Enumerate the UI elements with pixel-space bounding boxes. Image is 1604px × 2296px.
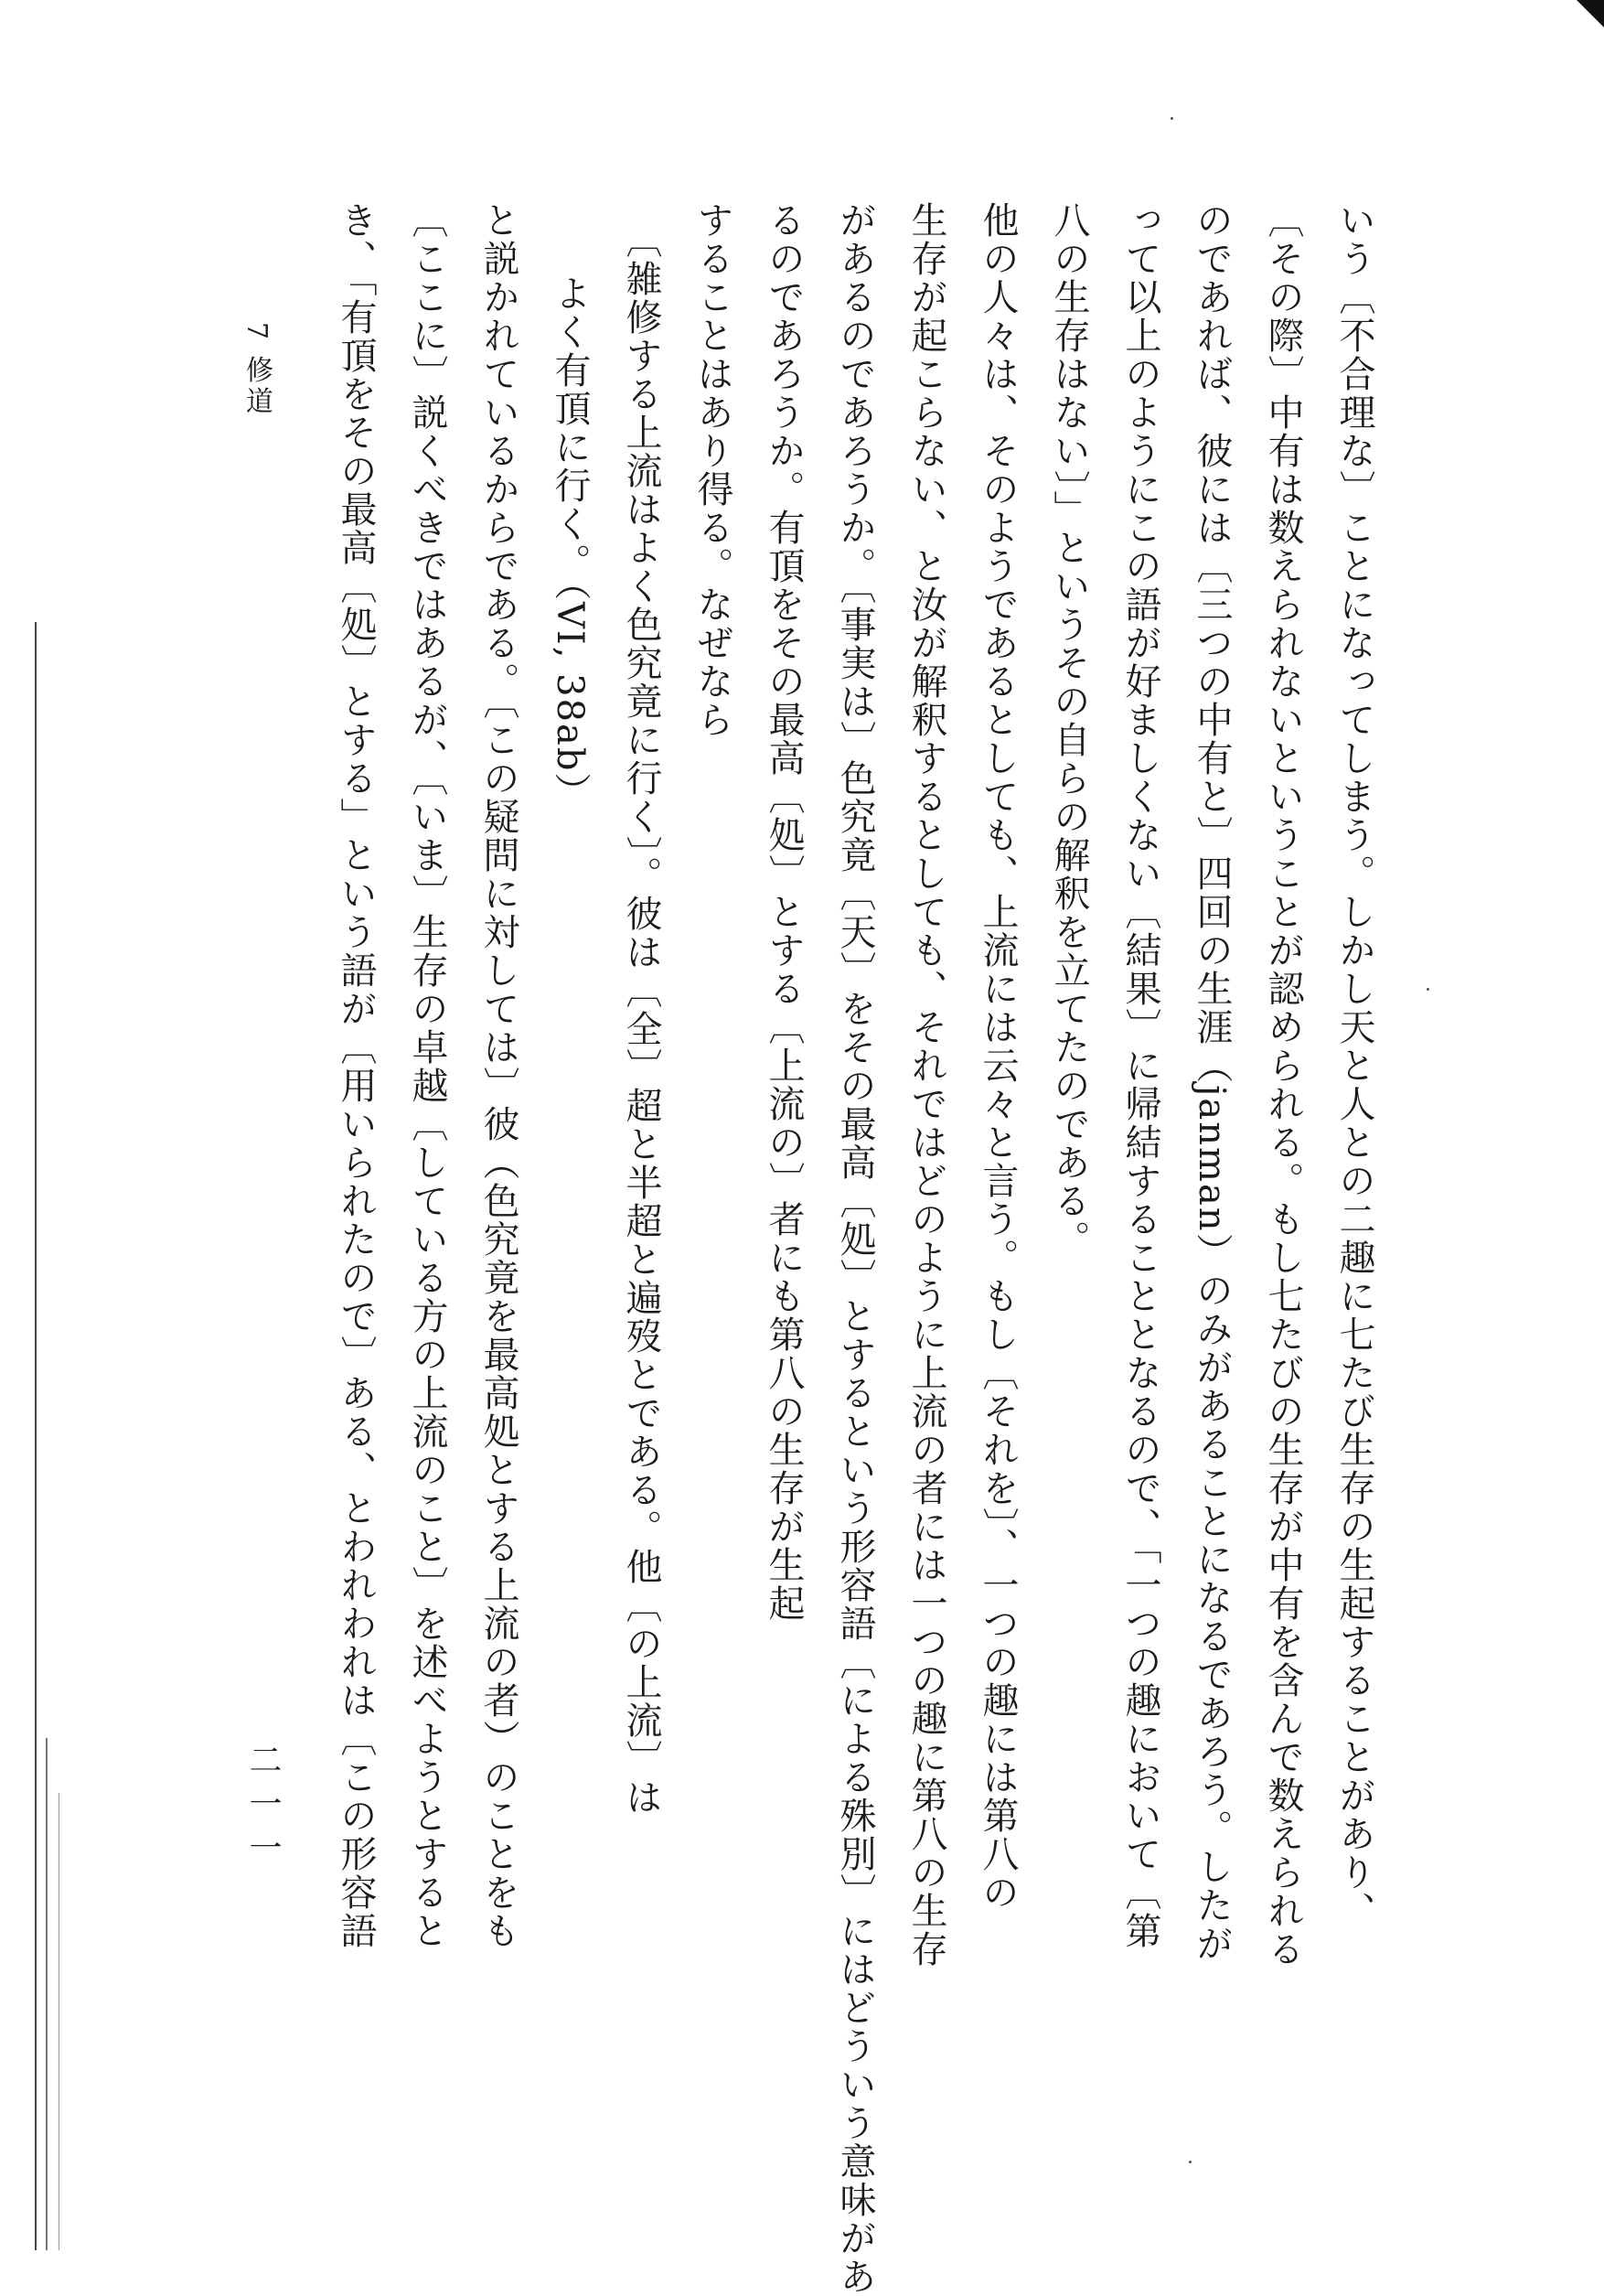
scan-speck: [1427, 988, 1429, 991]
text-line: があるのであろうか。〔事実は〕色究竟〔天〕をその最高〔処〕とするという形容語〔による殊別〕にはどういう意味があ: [834, 201, 876, 2296]
text-line: のであれば、彼には〔三つの中有と〕四回の生涯（janman）のみがあることになるであろう。したが: [1191, 201, 1233, 1963]
text-line: 八の生存はない〕」というその自らの解釈を立てたのである。: [1048, 201, 1090, 1259]
body-text: [329, 201, 1381, 2296]
text-line: 〔その際〕中有は数えられないということが認められる。もし七たびの生存が中有を含んで数えられる: [1262, 201, 1304, 1969]
chapter-title: 修道: [241, 355, 273, 418]
text-line: いう〔不合理な〕ことになってしまう。しかし天と人との二趣に七たび生存の生起することがあり、: [1333, 201, 1375, 1930]
chapter-number: 7: [241, 322, 273, 344]
corner-mark: [1577, 0, 1604, 27]
page-number: 二一一: [244, 1743, 282, 1874]
scan-speck: [1171, 117, 1173, 120]
text-line: することはあり得る。なぜなら: [691, 201, 733, 739]
text-line: 他の人々は、そのようであるとしても、上流には云々と言う。もし〔それを〕、一つの趣には第八の: [977, 201, 1019, 1912]
text-line: き、「有頂をその最高〔処〕とする」という語が〔用いられたので〕ある、とわれわれは〔この形容語: [335, 201, 377, 1950]
text-line: るのであろうか。有頂をその最高〔処〕とする〔上流の〕者にも第八の生存が生起: [763, 201, 805, 1623]
text-line: って以上のようにこの語が好ましくない〔結果〕に帰結することとなるので、「一つの趣において〔第: [1119, 201, 1161, 1950]
binding-edge: [46, 1738, 48, 2250]
text-line: 生存が起こらない、と汝が解釈するとしても、それではどのように上流の者には一つの趣に第八の生存: [905, 201, 947, 1969]
scan-speck: [1189, 2161, 1192, 2163]
verse-line: よく有頂に行く。（VI, 38ab）: [549, 274, 591, 811]
running-head: [240, 322, 273, 418]
binding-edge: [35, 622, 37, 2250]
text-line: と説かれているからである。〔この疑問に対しては〕彼（色究竟を最高処とする上流の者）のことをも: [477, 201, 519, 1950]
verse-line: 〔雑修する上流はよく色究竟に行く〕。彼は〔全〕超と半超と遍歿とである。他〔の上流〕は: [620, 221, 662, 1817]
text-line: 〔ここに〕説くべきではあるが、〔いま〕生存の卓越〔している方の上流のこと〕を述べようとすると: [406, 201, 448, 1950]
